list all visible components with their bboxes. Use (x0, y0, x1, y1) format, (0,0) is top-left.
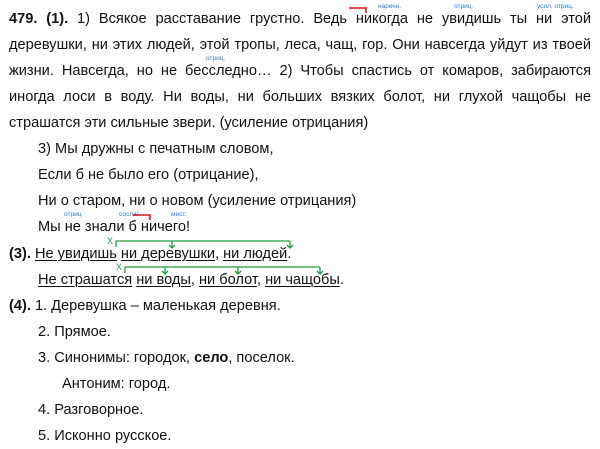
paragraph-line-5: страшатся эти сильные звери. (усиление отрицания) (9, 115, 369, 131)
part-3-line-2 (38, 271, 344, 289)
paragraph-line-2: деревушки, ни этих людей, этой тропы, леса, чащ, гор. Они навсегда уйдут из твоей (9, 37, 591, 53)
x-mark-2: X (116, 262, 123, 272)
poem-line-3: Ни о старом, ни о новом (усиление отрицания) (38, 193, 357, 209)
part-4-item-4: 4. Разговорное. (38, 402, 144, 418)
part-3-line-1 (9, 245, 291, 263)
exercise-number: 479. (9, 11, 38, 27)
period: . (287, 246, 292, 262)
text-line-1: 1) Всякое расставание грустно. Ведь никогда не увидишь ты ни этой (77, 11, 591, 27)
item-3-suffix: , поселок. (228, 350, 295, 366)
predicate-2: Не страшатся (38, 272, 133, 288)
separator: , (256, 272, 266, 288)
separator: , (215, 246, 224, 262)
part-1-label: (1). (46, 11, 69, 27)
object-1b: ни людей (223, 246, 288, 262)
object-1a: ни деревушки (120, 246, 216, 262)
item-3-prefix: 3. Синонимы: городок, (38, 350, 195, 366)
annotation-otric: отриц. (454, 3, 474, 10)
part-4-item-2: 2. Прямое. (38, 324, 111, 340)
poem-line-2: Если б не было его (отрицание), (38, 167, 259, 183)
paragraph-line-1 (9, 10, 591, 28)
annotation-mest: мест. (171, 211, 187, 218)
annotation-otric-2: отриц. (206, 55, 226, 62)
object-2a: ни воды (136, 272, 191, 288)
paragraph-line-4: иногда лоси в воду. Ни воды, ни больших вязких болот, ни глухой чащобы не (9, 89, 591, 105)
predicate-1: Не увидишь (34, 246, 117, 262)
part-4-label: (4). (9, 298, 31, 314)
annotation-otric-3: отриц. (64, 211, 84, 218)
annotation-narech: наречн. (378, 3, 402, 10)
poem-line-1: 3) Мы дружны с печатным словом, (38, 141, 274, 157)
object-2b: ни болот (198, 272, 257, 288)
object-2c: ни чащобы (265, 272, 340, 288)
paragraph-line-3: жизни. Навсегда, но не бесследно… 2) Чтобы спастись от комаров, забираются (9, 63, 591, 79)
item-3-bold: село (194, 350, 229, 366)
poem-line-4: Мы не знали б ничего! (38, 219, 191, 235)
annotation-usil-otric: усил. отриц. (537, 3, 574, 10)
period: . (339, 272, 344, 288)
part-4-item-3 (38, 349, 295, 367)
x-mark-1: X (107, 236, 114, 246)
item-1-text: 1. Деревушка – маленькая деревня. (34, 298, 281, 314)
part-3-label: (3). (9, 246, 31, 262)
part-4-item-5: 5. Исконно русское. (38, 428, 172, 444)
part-4-item-1 (9, 297, 281, 315)
antonym-line: Антоним: город. (62, 376, 171, 392)
annotation-soslag: сослаг. (119, 211, 140, 218)
separator: , (190, 272, 199, 288)
